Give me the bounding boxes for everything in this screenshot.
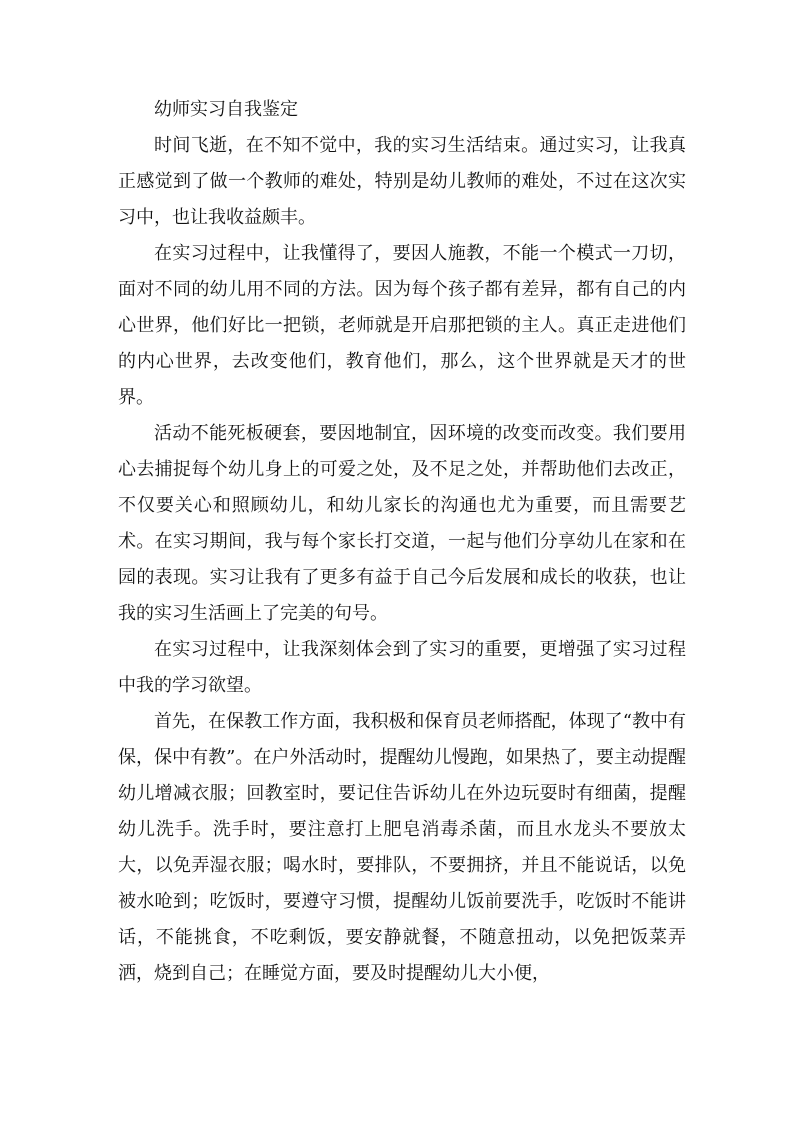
paragraph-3: 活动不能死板硬套，要因地制宜，因环境的改变而改变。我们要用心去捕捉每个幼儿身上的可爱之处，及不足之处，并帮助他们去改正，不仅要关心和照顾幼儿，和幼儿家长的沟通也尤为重要，而且需要艺术。在实习期间，我与每个家长打交道，一起与他们分享幼儿在家和在园的表现。实习让我有了更多有益于自己今后发展和成长的收获，也让我的实习生活画上了完美的句号。 [118, 423, 686, 624]
paragraph-2: 在实习过程中，让我懂得了，要因人施教，不能一个模式一刀切，面对不同的幼儿用不同的方法。因为每个孩子都有差异，都有自己的内心世界，他们好比一把锁，老师就是开启那把锁的主人。真正走进他们的内心世界，去改变他们，教育他们，那么，这个世界就是天才的世界。 [118, 243, 686, 408]
document-title: 幼师实习自我鉴定 [154, 99, 298, 120]
paragraph-1: 时间飞逝，在不知不觉中，我的实习生活结束。通过实习，让我真正感觉到了做一个教师的难处，特别是幼儿教师的难处，不过在这次实习中，也让我收益颇丰。 [118, 135, 686, 228]
document-body [118, 92, 686, 992]
paragraph-4: 在实习过程中，让我深刻体会到了实习的重要，更增强了实习过程中我的学习欲望。 [118, 639, 686, 696]
paragraph-5: 首先，在保教工作方面，我积极和保育员老师搭配，体现了“教中有保，保中有教”。在户外活动时，提醒幼儿慢跑，如果热了，要主动提醒幼儿增减衣服；回教室时，要记住告诉幼儿在外边玩耍时有细菌，提醒幼儿洗手。洗手时，要注意打上肥皂消毒杀菌，而且水龙头不要放太大，以免弄湿衣服；喝水时，要排队，不要拥挤，并且不能说话，以免被水呛到；吃饭时，要遵守习惯，提醒幼儿饭前要洗手，吃饭时不能讲话，不能挑食，不吃剩饭，要安静就餐，不随意扭动，以免把饭菜弄洒，烧到自己；在睡觉方面，要及时提醒幼儿大小便， [118, 711, 686, 984]
